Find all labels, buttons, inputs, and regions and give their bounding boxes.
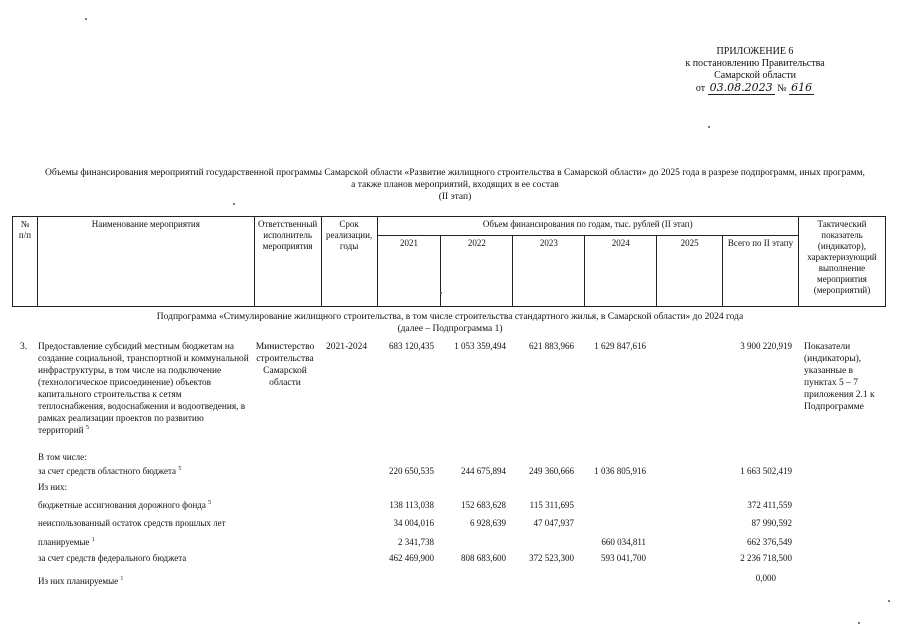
header-year-2024: 2024 <box>585 236 657 307</box>
header-term: Срок реализации, годы <box>321 217 377 307</box>
item-value-2022: 1 053 359,494 <box>454 341 506 351</box>
header-volume: Объем финансирования по годам, тыс. рублей (II этап) <box>377 217 798 236</box>
item-value-2021: 683 120,435 <box>389 341 434 351</box>
federal-2022: 808 683,600 <box>461 553 506 563</box>
appendix-line: к постановлению Правительства <box>685 58 825 69</box>
regional-2023: 249 360,666 <box>529 466 574 476</box>
federal-planned-label: Из них планируемые $^1$ <box>38 576 124 586</box>
header-total: Всего по II этапу <box>723 236 799 307</box>
title-line: Объемы финансирования мероприятий государственной программы Самарской области «Развитие жилищного строительства в Самарской области» до 2025 года в разрезе подпрограмм, иных программ, <box>45 168 865 178</box>
federal-total: 2 236 718,500 <box>740 553 792 563</box>
road-total: 372 411,559 <box>747 500 792 510</box>
subprogram-abbrev: (далее – Подпрограмма 1) <box>397 324 503 334</box>
scan-speck <box>233 203 235 205</box>
item-indicator: Показатели (индикаторы), указанные в пунктах 5 – 7 приложения 2.1 к Подпрограмме <box>804 342 875 412</box>
header-year-2023: 2023 <box>513 236 585 307</box>
road-2023: 115 311,695 <box>529 500 574 510</box>
item-number: 3. <box>20 342 28 352</box>
financing-table-header <box>12 216 886 307</box>
number-prefix: № <box>777 83 787 94</box>
appendix-title: ПРИЛОЖЕНИЕ 6 <box>716 46 794 57</box>
header-no: № п/п <box>13 217 38 307</box>
unused-2022: 6 928,639 <box>470 518 506 528</box>
handwritten-date: 03.08.2023 <box>709 81 773 94</box>
regional-2022: 244 675,894 <box>461 466 506 476</box>
date-prefix: от <box>695 83 706 94</box>
appendix-date-line <box>660 82 850 95</box>
federal-2023: 372 523,300 <box>529 553 574 563</box>
footnote-mark: 5 <box>85 424 89 431</box>
planned-total: 662 376,549 <box>747 537 792 547</box>
appendix-block <box>660 46 850 95</box>
scan-speck <box>888 600 890 602</box>
footnote-mark: 1 <box>120 576 124 582</box>
planned-2024: 660 034,811 <box>601 537 646 547</box>
scan-speck <box>85 18 87 20</box>
subprogram-heading <box>20 311 880 335</box>
road-2021: 138 113,038 <box>389 500 434 510</box>
document-title <box>30 167 880 203</box>
subprogram-title: Подпрограмма «Стимулирование жилищного строительства, в том числе строительства стандартного жилья, в Самарской области» до 2024 года <box>156 312 744 322</box>
of-them-label: Из них: <box>38 482 67 492</box>
planned-label: планируемые $^1$ <box>38 537 95 547</box>
planned-2021: 2 341,738 <box>398 537 434 547</box>
header-year-2021: 2021 <box>377 236 441 307</box>
road-2022: 152 683,628 <box>461 500 506 510</box>
footnote-mark: 5 <box>178 466 182 472</box>
road-fund-label: бюджетные ассигнования дорожного фонда $^5$ <box>38 500 212 510</box>
item-term: 2021-2024 <box>326 342 368 352</box>
item-value-2023: 621 883,966 <box>529 341 574 351</box>
footnote-mark: 5 <box>208 500 212 506</box>
federal-2024: 593 041,700 <box>601 553 646 563</box>
unused-label: неиспользованный остаток средств прошлых лет <box>38 518 226 528</box>
federal-planned-total: 0,000 <box>755 573 776 583</box>
header-year-2022: 2022 <box>441 236 513 307</box>
regional-total: 1 663 502,419 <box>740 466 792 476</box>
regional-2024: 1 036 805,916 <box>594 466 646 476</box>
regional-label: за счет средств областного бюджета $^5$ <box>38 466 182 476</box>
item-total: 3 900 220,919 <box>740 341 792 351</box>
item-value-2024: 1 629 847,616 <box>594 341 646 351</box>
including-label: В том числе: <box>38 452 87 462</box>
federal-2021: 462 469,900 <box>389 553 434 563</box>
scan-speck <box>708 126 710 128</box>
unused-2023: 47 047,937 <box>533 518 574 528</box>
header-responsible: Ответственный исполнитель мероприятия <box>254 217 321 307</box>
unused-total: 87 990,592 <box>751 518 792 528</box>
title-line: а также планов мероприятий, входящих в ее состав <box>351 180 559 190</box>
footnote-mark: 1 <box>91 537 95 543</box>
scan-speck <box>440 292 442 294</box>
handwritten-number: 616 <box>791 81 813 94</box>
header-indicator: Тактический показатель (индикатор), характеризующий выполнение мероприятия (мероприятий) <box>798 217 885 307</box>
item-responsible: Министерство строительства Самарской области <box>255 342 315 388</box>
appendix-line: Самарской области <box>714 70 796 81</box>
regional-2021: 220 650,535 <box>389 466 434 476</box>
federal-label: за счет средств федерального бюджета <box>38 553 187 563</box>
item-name-text: Предоставление субсидий местным бюджетам на создание социальной, транспортной и коммунальной инфраструктуры, в том числе на подключение (технологическое присоединение) объектов капитального строительства к сетям теплоснабжения, водоснабжения и водоотведения, в рамках реализации проектов по развитию территорий <box>38 342 249 436</box>
title-line: (II этап) <box>438 192 472 202</box>
header-name: Наименование мероприятия <box>37 217 254 307</box>
item-name <box>38 341 250 437</box>
unused-2021: 34 004,016 <box>393 518 434 528</box>
scan-speck <box>858 622 860 624</box>
header-year-2025: 2025 <box>657 236 723 307</box>
